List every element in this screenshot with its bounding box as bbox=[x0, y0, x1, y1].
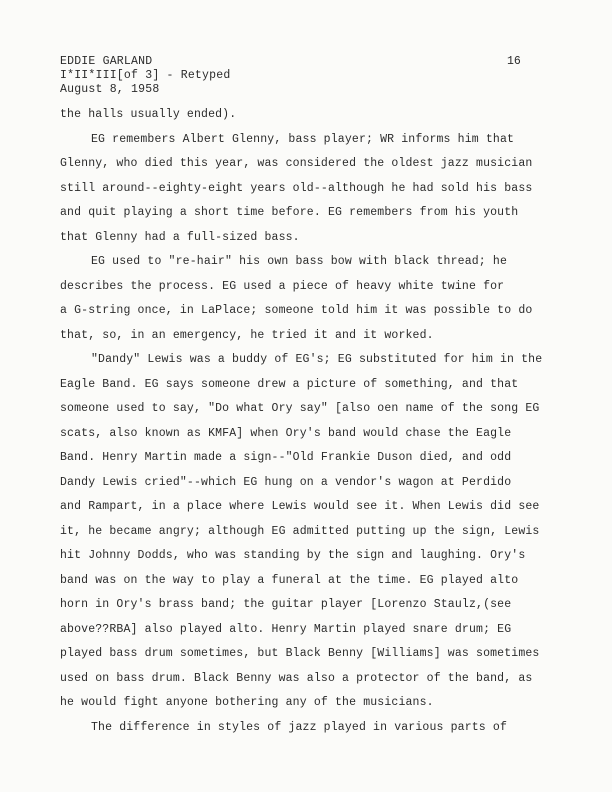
text-line: played bass drum sometimes, but Black Benny [Williams] was sometimes bbox=[60, 647, 540, 660]
header-tape-info: I*II*III[of 3] - Retyped bbox=[60, 69, 231, 82]
text-line: EG used to "re-hair" his own bass bow with black thread; he bbox=[91, 255, 508, 268]
text-line: that Glenny had a full-sized bass. bbox=[60, 230, 300, 244]
text-line: hit Johnny Dodds, who was standing by the sign and laughing. Ory's bbox=[60, 549, 526, 562]
text-line: that, so, in an emergency, he tried it and it worked. bbox=[60, 328, 434, 342]
body-text bbox=[60, 103, 570, 740]
text-line: used on bass drum. Black Benny was also a protector of the band, as bbox=[60, 671, 533, 685]
header-name: EDDIE GARLAND bbox=[60, 55, 153, 68]
text-line: horn in Ory's brass band; the guitar player [Lorenzo Staulz,(see bbox=[60, 598, 512, 611]
text-line: Glenny, who died this year, was considered the oldest jazz musician bbox=[60, 157, 533, 170]
document-header bbox=[60, 55, 230, 97]
text-line: he would fight anyone bothering any of the musicians. bbox=[60, 696, 434, 709]
text-line: "Dandy" Lewis was a buddy of EG's; EG substituted for him in the bbox=[91, 353, 543, 366]
text-line: still around--eighty-eight years old--although he had sold his bass bbox=[60, 181, 533, 195]
text-line: a G-string once, in LaPlace; someone told him it was possible to do bbox=[60, 304, 533, 317]
header-date: August 8, 1958 bbox=[60, 83, 160, 96]
text-line: the halls usually ended). bbox=[60, 108, 237, 121]
text-line: and Rampart, in a place where Lewis would see it. When Lewis did see bbox=[60, 500, 540, 513]
text-line: scats, also known as KMFA] when Ory's band would chase the Eagle bbox=[60, 426, 512, 440]
text-line: Eagle Band. EG says someone drew a picture of something, and that bbox=[60, 377, 519, 391]
text-line: and quit playing a short time before. EG remembers from his youth bbox=[60, 206, 519, 219]
text-line: band was on the way to play a funeral at the time. EG played alto bbox=[60, 573, 519, 587]
text-line: Dandy Lewis cried"--which EG hung on a vendor's wagon at Perdido bbox=[60, 475, 512, 489]
text-line: it, he became angry; although EG admitted putting up the sign, Lewis bbox=[60, 524, 540, 538]
page-number: 16 bbox=[507, 55, 521, 68]
text-line: describes the process. EG used a piece of heavy white twine for bbox=[60, 279, 505, 293]
text-line: The difference in styles of jazz played in various parts of bbox=[91, 720, 508, 734]
text-line: above??RBA] also played alto. Henry Martin played snare drum; EG bbox=[60, 622, 512, 636]
text-line: someone used to say, "Do what Ory say" [also oen name of the song EG bbox=[60, 402, 540, 415]
text-line: EG remembers Albert Glenny, bass player; WR informs him that bbox=[91, 132, 515, 146]
text-line: Band. Henry Martin made a sign--"Old Frankie Duson died, and odd bbox=[60, 451, 512, 464]
